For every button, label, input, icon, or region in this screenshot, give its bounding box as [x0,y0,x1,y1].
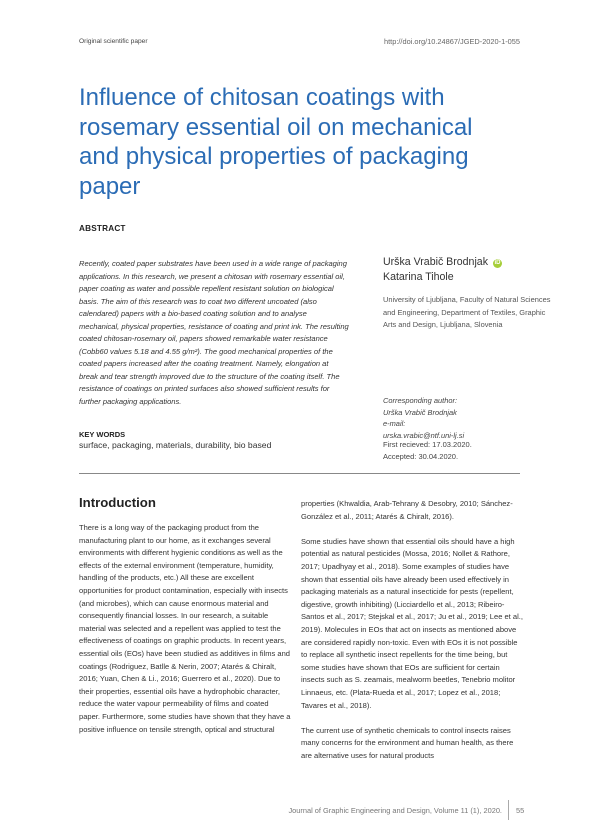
email-label: e-mail: [383,419,406,428]
orcid-icon[interactable]: iD [494,260,501,266]
corresponding-author [383,395,553,441]
paper-title: Influence of chitosan coatings with rosemary essential oil on mechanical and physical properties of packaging paper [79,84,473,200]
section-label: Original scientific paper [79,38,148,45]
abstract-heading: ABSTRACT [79,224,126,233]
footer-divider [508,800,509,820]
page-number: 55 [516,806,525,815]
keywords-text: surface, packaging, materials, durability, bio based [79,440,272,450]
email-link[interactable]: urska.vrabic@ntf.uni-lj.si [383,430,465,440]
corresponding-label: Corresponding author: [383,396,458,405]
footer-journal: Journal of Graphic Engineering and Design, Volume 11 (1), 2020. [288,806,502,815]
intro-paragraph-1: There is a long way of the packaging product from the manufacturing plant to our home, as it exchanges several environments with different hygienic conditions as well as the effects of the external environment (temperature, humidity, handling of the products, etc.) All these are excellent opportunities for product contamination, especially with insects (and microbes), which can cause enormous material and consequently financial losses. In our research, a suitable material was selected and a repellent was applied to test the effectiveness of coatings on graphic products. In recent years, essential oils (EOs) have been studied as additives in films and coatings (Rodriguez, Batlle & Nerin, 2007; Atarés & Chiralt, 2016; Yuan, Chen & Li., 2016; Guerrero et al., 2020). Due to their properties, essential oils have a hydrophobic character, reduce the water vapour permeability of films and coated paper. Furthermore, some studies have shown that they have a positive influence on tensile strength, optical and structural [79,523,291,734]
author-1 [383,256,502,268]
dates [383,439,472,464]
corresponding-name: Urška Vrabič Brodnjak [383,407,457,417]
abstract-text: Recently, coated paper substrates have been used in a wide range of packaging applications. In this research, we present a chitosan with rosemary essential oil, paper coating as water and possible repellent resistant solution on biological basis. The aim of this research was to coat two different uncoated (also calendared) papers with a bio-based coating solution and to analyse mechanical, physical properties, resistance of coating and print ink. The resulting coated chitosan-rosemary oil, papers showed remarkable water resistance (Cobb60 values 5.18 and 4.55 g/m²). The good mechanical properties of the coated papers increased after the coating treatment. Namely, elongation at break and tear strength improved due to the structure of the coating itself. The resistance of coatings on printed surfaces also showed sufficient results for further packaging applications. [79,259,349,407]
doi-link[interactable]: http://doi.org/10.24867/JGED-2020-1-055 [384,37,520,46]
affiliation: University of Ljubljana, Faculty of Natural Sciences and Engineering, Department of Textiles, Graphic Arts and Design, Ljubljana, Slovenia [383,295,551,329]
received-date: First recieved: 17.03.2020. [383,440,472,449]
intro-paragraph-2: properties (Khwaldia, Arab-Tehrany & Desobry, 2010; Sánchez-González et al., 2011; Atarés & Chiralt, 2016). [301,499,513,521]
intro-paragraph-4: The current use of synthetic chemicals to control insects raises many concerns for the environment and human health, as there are alternative uses for natural products [301,725,514,760]
body-column-1 [79,522,291,736]
author-1-name: Urška Vrabič Brodnjak [383,256,488,268]
introduction-heading: Introduction [79,495,156,510]
body-column-2 [301,498,523,775]
author-2: Katarina Tihole [383,271,454,283]
keywords-heading: KEY WORDS [79,430,126,439]
intro-paragraph-3: Some studies have shown that essential oils should have a high potential as natural pesticides (Mossa, 2016; Nollet & Rathore, 2017; Upadhyay et al., 2018). Some examples of studies have shown that essential oils have already been used effectively in packaging materials as a natural insecticide for pests (repellent, digestive, growth inhibiting) (Licciardello et al., 2013; Ribeiro-Santos et al., 2017; Stejskal et al., 2017; Ju et al., 2019; Lee et al., 2019). Molecules in EOs that act on insects as mentioned above are considered rapidly non-toxic. Even with EOs it is not possible to replace all synthetic insect repellents for the time being, but some studies have shown that EOs are sufficient for certain insects such as S. zeamais, mealworm beetles, Tenebrio molitor Linnaeus, etc. (Plata-Rueda et al., 2017; Lopez et al., 2018; Tavares et al., 2018). [301,536,523,710]
divider [79,473,520,474]
accepted-date: Accepted: 30.04.2020. [383,452,459,462]
